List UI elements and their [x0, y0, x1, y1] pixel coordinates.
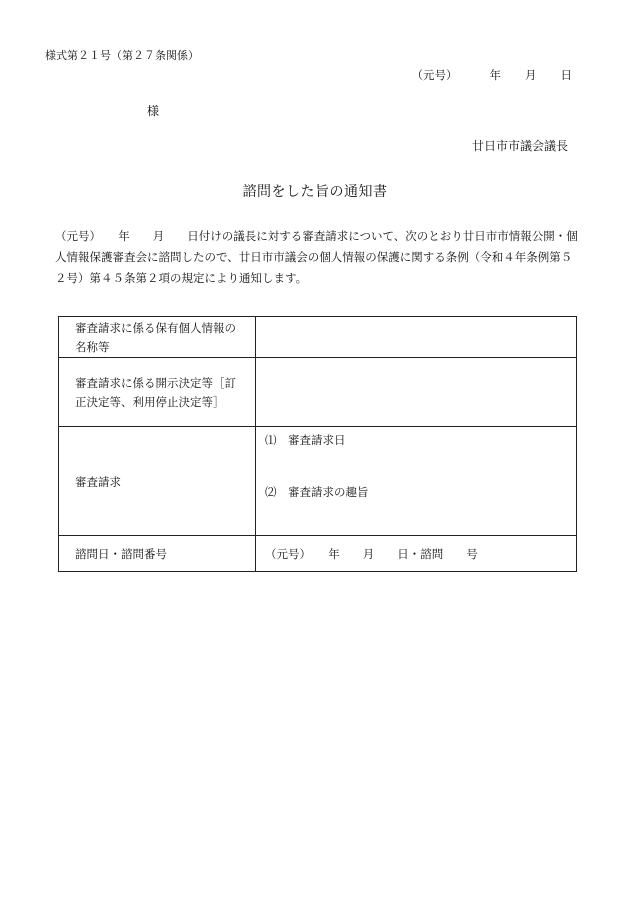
row-label-inquiry-date-number: 諮問日・諮問番号 [59, 536, 256, 572]
details-table [58, 316, 577, 572]
row-value-review-request [256, 427, 577, 536]
row-label-info-name: 審査請求に係る保有個人情報の名称等 [59, 317, 256, 358]
review-request-date-item: ⑴ 審査請求日 [265, 433, 346, 447]
review-request-purpose-item: ⑵ 審査請求の趣旨 [265, 485, 369, 499]
date-era: （元号） [411, 68, 458, 82]
date-day-unit: 日 [560, 68, 572, 82]
issue-date-line [412, 67, 573, 83]
form-number-label: 様式第２１号（第２７条関係） [45, 49, 199, 62]
table-row [59, 427, 577, 536]
table-row [59, 536, 577, 572]
document-title: 諮問をした旨の通知書 [242, 184, 388, 200]
table-row [59, 358, 577, 427]
addressee-honorific: 様 [147, 104, 160, 118]
date-year-unit: 年 [489, 68, 501, 82]
row-value-disclosure-decision [256, 358, 577, 427]
row-label-review-request: 審査請求 [59, 427, 256, 536]
row-value-info-name [256, 317, 577, 358]
row-label-disclosure-decision: 審査請求に係る開示決定等［訂正決定等、利用停止決定等］ [59, 358, 256, 427]
sender-name: 廿日市市議会議長 [471, 139, 568, 153]
notice-body-text: （元号） 年 月 日付けの議長に対する審査請求について、次のとおり廿日市市情報公開・個人情報保護審査会に諮問したので、廿日市市議会の個人情報の保護に関する条例（令和４年条例第５２号）第４５条第２項の規定により通知します。 [55, 229, 578, 285]
row-value-inquiry-date-number: （元号） 年 月 日・諮問 号 [256, 536, 577, 572]
date-month-unit: 月 [525, 68, 537, 82]
table-row [59, 317, 577, 358]
